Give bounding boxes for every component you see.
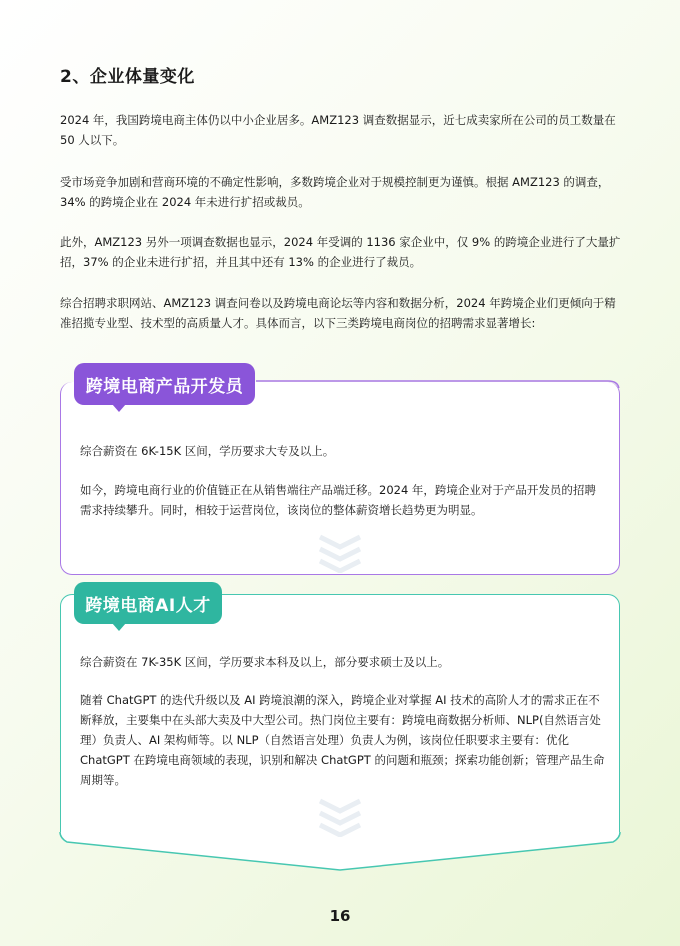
card-bottom-arrow <box>59 832 621 872</box>
card-title-ai-talent: 跨境电商AI人才 <box>74 582 222 624</box>
paragraph-2: 受市场竞争加剧和营商环境的不确定性影响，多数跨境企业对于规模控制更为谨慎。根据 AMZ123 的调查，34% 的跨境企业在 2024 年未进行扩招或裁员。 <box>60 175 610 209</box>
paragraph-3: 此外，AMZ123 另外一项调查数据也显示，2024 年受调的 1136 家企业中，仅 9% 的跨境企业进行了大量扩招，37% 的企业未进行扩招，并且其中还有 13% 的企业进行了裁员。 <box>60 235 621 269</box>
chevron-down-icon <box>317 533 363 573</box>
page-number: 16 <box>329 907 351 925</box>
card-salary-product-developer: 综合薪资在 6K-15K 区间，学历要求大专及以上。 <box>80 444 335 458</box>
card-salary-ai-talent: 综合薪资在 7K-35K 区间，学历要求本科及以上，部分要求硕士及以上。 <box>80 655 450 669</box>
paragraph-1: 2024 年，我国跨境电商主体仍以中小企业居多。AMZ123 调查数据显示，近七成卖家所在公司的员工数量在 50 人以下。 <box>60 113 616 147</box>
paragraph-4: 综合招聘求职网站、AMZ123 调查问卷以及跨境电商论坛等内容和数据分析，2024 年跨境企业们更倾向于精准招揽专业型、技术型的高质量人才。具体而言，以下三类跨境电商岗位的招聘需求显著增长: <box>60 296 616 330</box>
card-title-product-developer: 跨境电商产品开发员 <box>74 363 255 405</box>
chevron-down-icon <box>317 797 363 837</box>
card-description-product-developer: 如今，跨境电商行业的价值链正在从销售端往产品端迁移。2024 年，跨境企业对于产品开发员的招聘需求持续攀升。同时，相较于运营岗位，该岗位的整体薪资增长趋势更为明显。 <box>80 483 596 517</box>
section-heading: 2、企业体量变化 <box>60 67 195 87</box>
card-description-ai-talent: 随着 ChatGPT 的迭代升级以及 AI 跨境浪潮的深入，跨境企业对掌握 AI 技术的高阶人才的需求正在不断释放，主要集中在头部大卖及中大型公司。热门岗位主要有：跨境电商数据分析师、NLP(自然语言处理）负责人、AI 架构师等。以 NLP（自然语言处理）负责人为例，该岗位任职要求主要有：优化 ChatGPT 在跨境电商领域的表现，识别和解决 ChatGPT 的问题和瓶颈；探索功能创新；管理产品生命周期等。 <box>80 693 605 787</box>
